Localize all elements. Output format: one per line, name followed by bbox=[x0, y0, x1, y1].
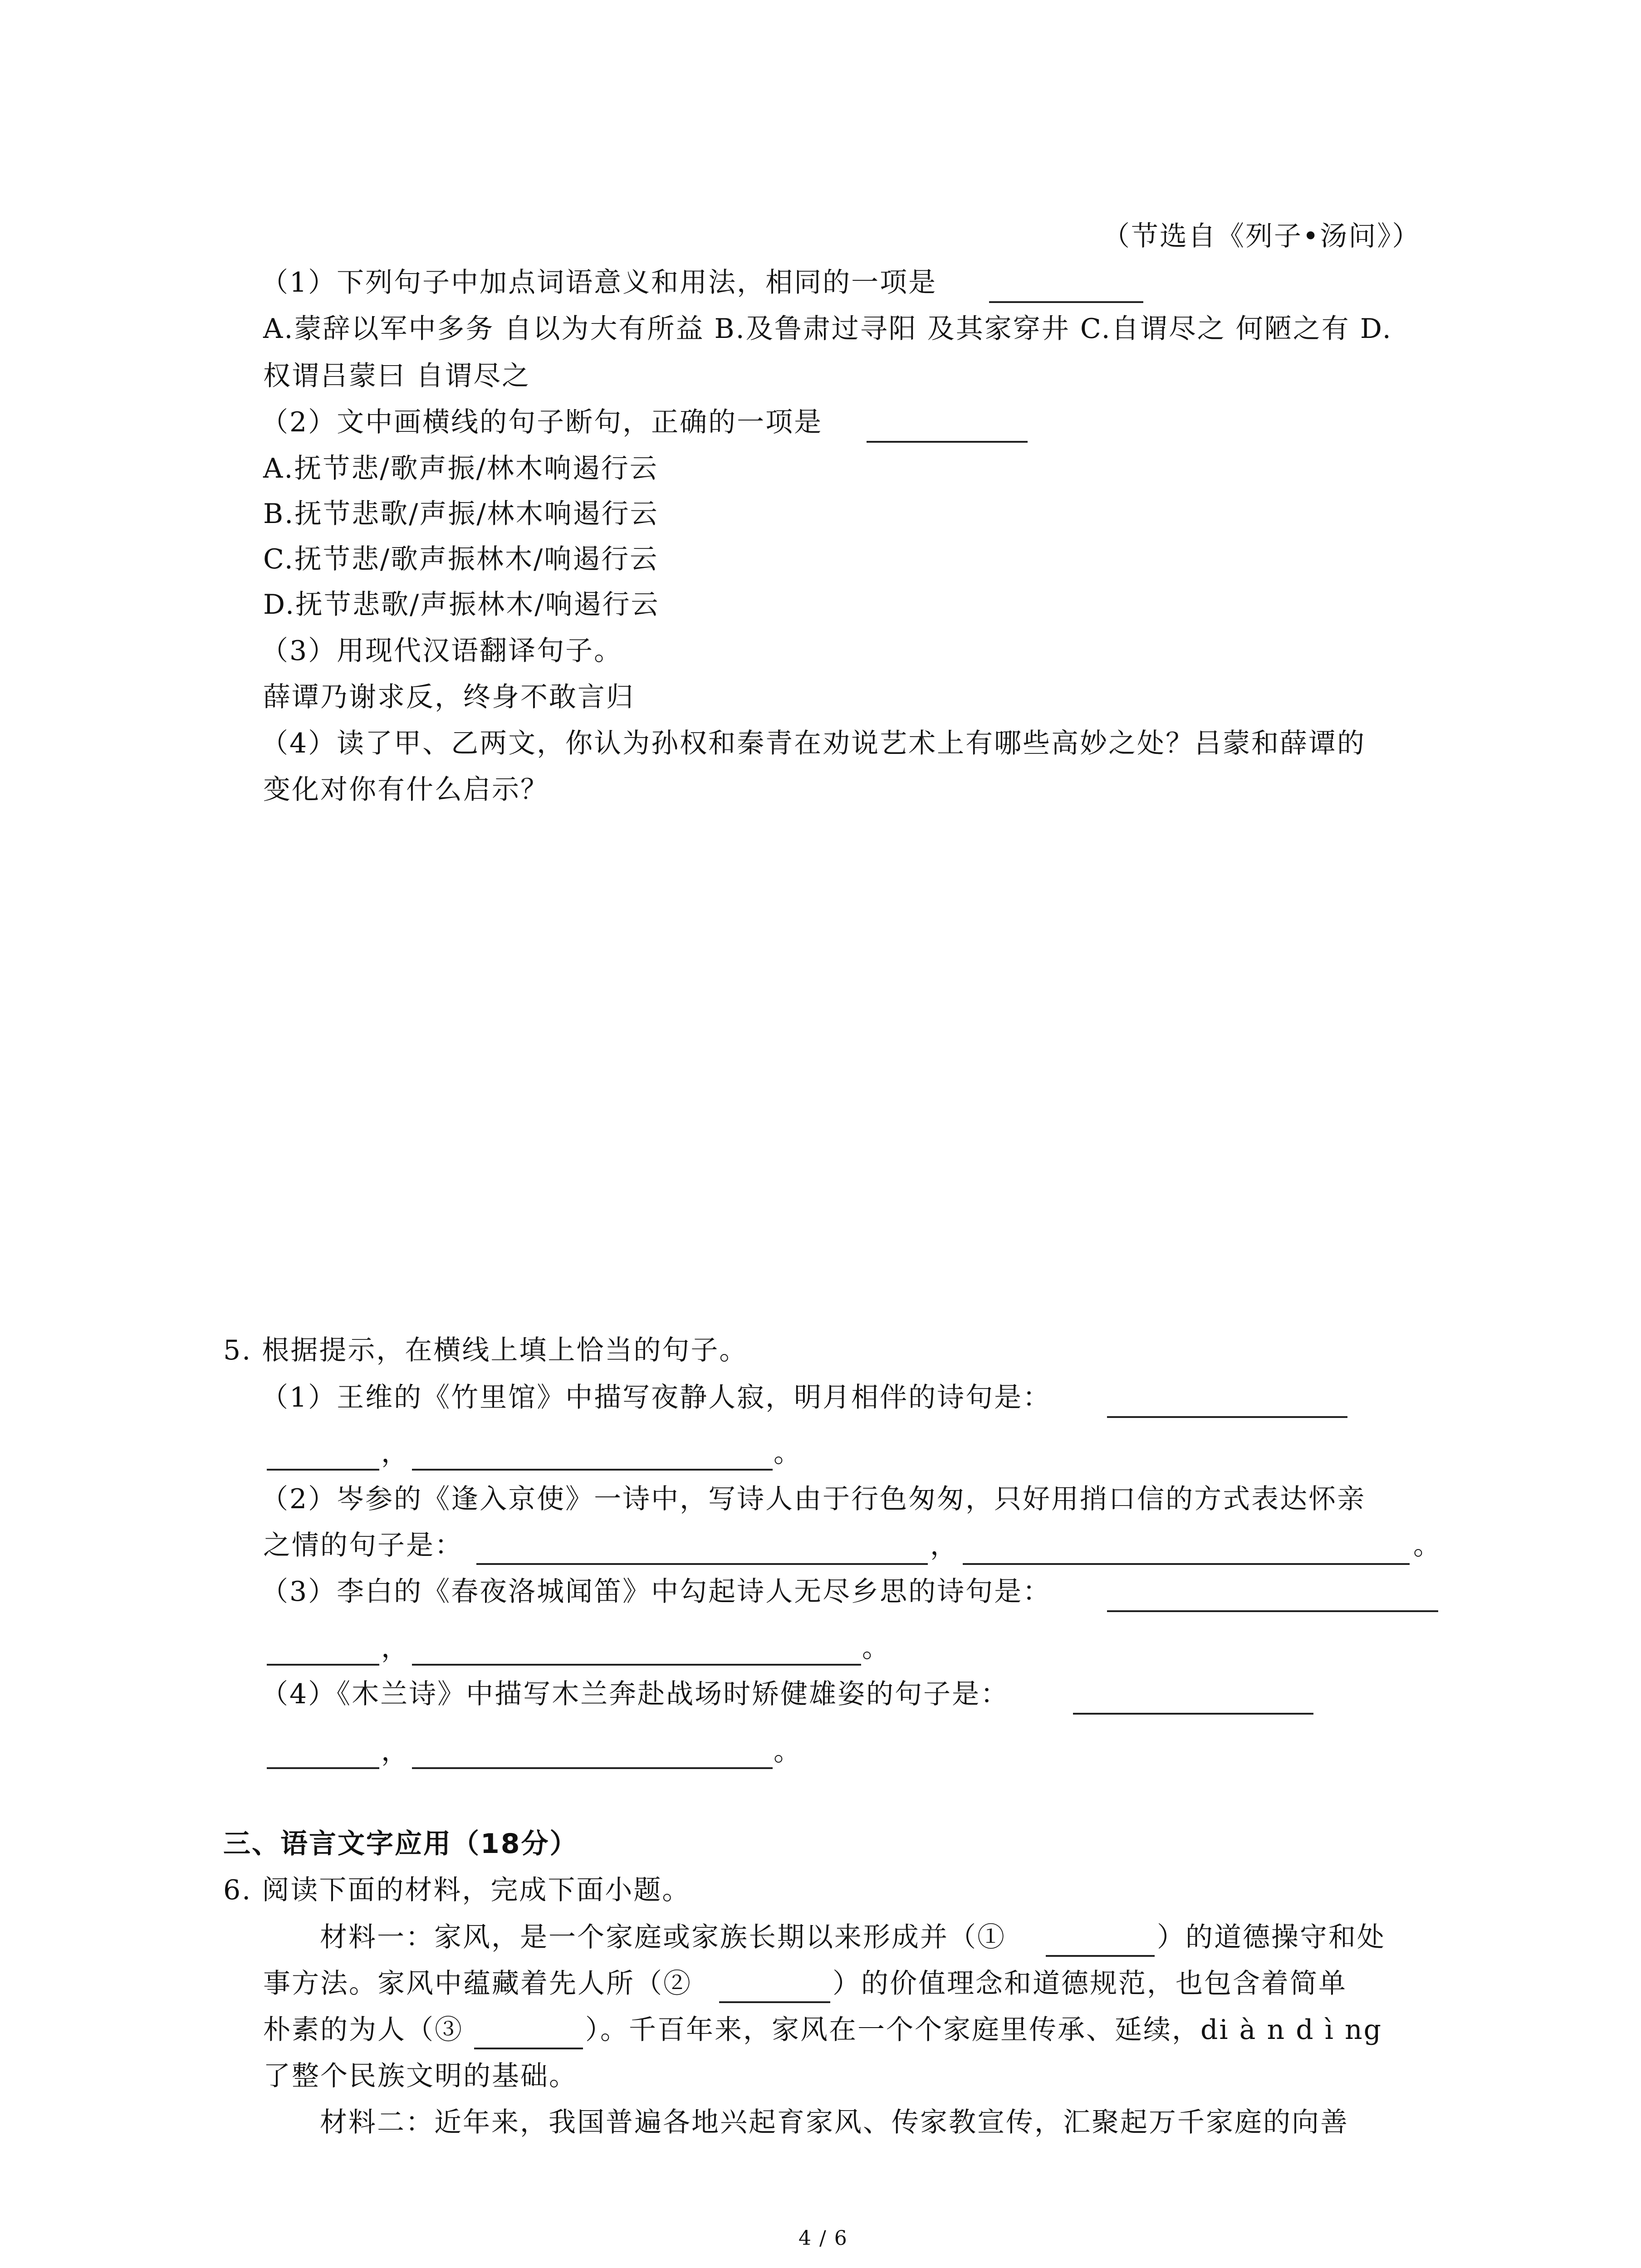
material1-blank-2[interactable] bbox=[719, 2001, 830, 2003]
q5-part2-line1: （2）岑参的《逢入京使》一诗中，写诗人由于行色匆匆，只好用捎口信的方式表达怀亲 bbox=[261, 1483, 1366, 1515]
material1-line2-a: 事方法。家风中蕴藏着先人所（② bbox=[263, 1968, 692, 1999]
material1-line2-b: ）的价值理念和道德规范，也包含着简单 bbox=[833, 1968, 1347, 1999]
q5-part1-blank-a[interactable] bbox=[1107, 1416, 1347, 1418]
q5-part4-blank-c[interactable] bbox=[412, 1767, 773, 1769]
q5-part1-blank-b[interactable] bbox=[267, 1469, 379, 1471]
q5-part2-blank-b[interactable] bbox=[963, 1563, 1410, 1565]
q4-sub1-prompt: （1）下列句子中加点词语意义和用法，相同的一项是 bbox=[261, 267, 937, 298]
material1-line4: 了整个民族文明的基础。 bbox=[263, 2060, 578, 2092]
q5-part3-blank-b[interactable] bbox=[267, 1664, 379, 1666]
q5-part3-blank-c[interactable] bbox=[412, 1664, 861, 1666]
q5-part4-prompt: （4）《木兰诗》中描写木兰奔赴战场时矫健雄姿的句子是： bbox=[261, 1678, 1009, 1710]
q4-sub2-option-b: B.抚节悲歌/声振/林木响遏行云 bbox=[263, 498, 659, 530]
q4-sub4-line1: （4）读了甲、乙两文，你认为孙权和秦青在劝说艺术上有哪些高妙之处？吕蒙和薛谭的 bbox=[261, 728, 1366, 759]
material1-line1-a: 材料一：家风，是一个家庭或家族长期以来形成并（① bbox=[320, 1921, 1006, 1953]
q4-sub2-option-d: D.抚节悲歌/声振林木/响遏行云 bbox=[263, 589, 660, 621]
q5-part1-blank-c[interactable] bbox=[412, 1469, 773, 1471]
q4-sub2-option-a: A.抚节悲/歌声振/林木响遏行云 bbox=[263, 453, 658, 484]
q4-sub1-options-line1: A.蒙辞以军中多务 自以为大有所益 B.及鲁肃过寻阳 及其家穿井 C.自谓尽之 何陋之有 D. bbox=[263, 313, 1392, 345]
section3-heading: 三、语言文字应用（18分） bbox=[223, 1828, 578, 1860]
q5-part3-comma: ， bbox=[381, 1632, 410, 1664]
q5-part4-comma: ， bbox=[381, 1735, 410, 1767]
material1-line3-b: ）。千百年来，家风在一个个家庭里传承、延续，di à n d ì ng bbox=[585, 2014, 1383, 2046]
source-citation: （节选自《列子•汤问》） bbox=[1102, 220, 1421, 252]
q5-part2-blank-a[interactable] bbox=[476, 1563, 928, 1565]
q6-title: 6. 阅读下面的材料，完成下面小题。 bbox=[223, 1874, 691, 1906]
q5-part3-prompt: （3）李白的《春夜洛城闻笛》中勾起诗人无尽乡思的诗句是： bbox=[261, 1576, 1052, 1608]
material1-line1-b: ）的道德操守和处 bbox=[1157, 1921, 1386, 1953]
q5-title: 5. 根据提示，在横线上填上恰当的句子。 bbox=[223, 1334, 748, 1366]
q5-part4-blank-b[interactable] bbox=[267, 1767, 379, 1769]
q4-sub2-option-c: C.抚节悲/歌声振林木/响遏行云 bbox=[263, 543, 659, 575]
q4-sub4-line2: 变化对你有什么启示？ bbox=[263, 774, 549, 806]
q4-sub3-prompt: （3）用现代汉语翻译句子。 bbox=[261, 635, 623, 667]
q5-part2-line2: 之情的句子是： bbox=[263, 1530, 463, 1561]
q5-part1-prompt: （1）王维的《竹里馆》中描写夜静人寂，明月相伴的诗句是： bbox=[261, 1382, 1052, 1413]
q5-part3-period: 。 bbox=[862, 1632, 891, 1664]
material1-line3-a: 朴素的为人（③ bbox=[263, 2014, 463, 2046]
q4-sub2-prompt: （2）文中画横线的句子断句，正确的一项是 bbox=[261, 406, 823, 438]
q5-part2-period: 。 bbox=[1413, 1530, 1442, 1561]
q5-part4-period: 。 bbox=[774, 1735, 802, 1767]
q5-part4-blank-a[interactable] bbox=[1073, 1713, 1313, 1715]
q4-sub2-answer-blank[interactable] bbox=[867, 441, 1028, 443]
page-number: 4 / 6 bbox=[798, 2227, 848, 2250]
material2-line1: 材料二：近年来，我国普遍各地兴起育家风、传家教宣传，汇聚起万千家庭的向善 bbox=[320, 2107, 1349, 2138]
q4-sub3-sentence: 薛谭乃谢求反，终身不敢言归 bbox=[263, 681, 635, 713]
q5-part1-comma: ， bbox=[381, 1437, 410, 1469]
material1-blank-3[interactable] bbox=[474, 2048, 583, 2049]
q4-sub1-answer-blank[interactable] bbox=[989, 301, 1143, 303]
q5-part2-comma: ， bbox=[930, 1530, 959, 1561]
q4-sub1-options-line2: 权谓吕蒙曰 自谓尽之 bbox=[263, 360, 531, 392]
q5-part1-period: 。 bbox=[774, 1437, 802, 1469]
material1-blank-1[interactable] bbox=[1046, 1955, 1155, 1957]
q5-part3-blank-a[interactable] bbox=[1107, 1610, 1438, 1612]
